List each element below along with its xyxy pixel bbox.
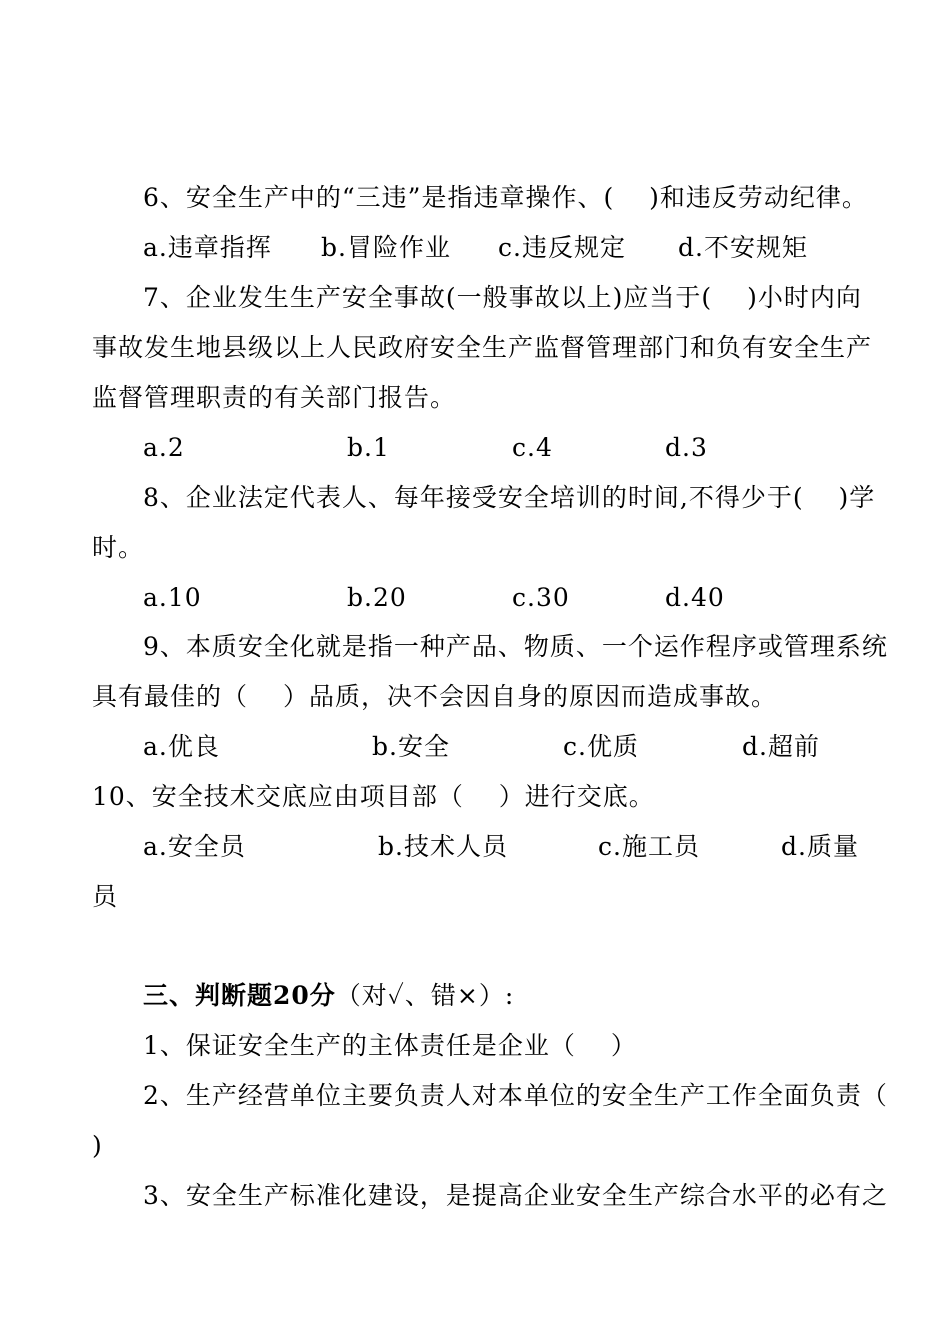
question-9-stem-line-2: 具有最佳的（ ）品质，决不会因自身的原因而造成事故。 [92, 682, 777, 711]
section-3-heading-rest: （对✓、错×）: [335, 981, 515, 1010]
question-9-option-b: b.安全 [372, 732, 450, 761]
question-10-option-d: d.质量 [781, 832, 859, 861]
question-10-option-a: a.安全员 [143, 832, 246, 861]
question-8-option-c: c.30 [512, 583, 570, 612]
section-3-heading-bold: 三、判断题20分 [143, 981, 336, 1010]
question-6-option-b: b.冒险作业 [321, 233, 451, 262]
question-10-option-d-wrap: 员 [92, 882, 119, 911]
question-10-option-c: c.施工员 [598, 832, 700, 861]
question-7-option-b: b.1 [347, 433, 390, 462]
question-8-stem-line-1: 8、企业法定代表人、每年接受安全培训的时间,不得少于( )学 [143, 483, 876, 512]
question-10-stem: 10、安全技术交底应由项目部（ ）进行交底。 [92, 782, 655, 811]
question-7-stem-line-3: 监督管理职责的有关部门报告。 [92, 383, 457, 412]
section-3-heading [143, 981, 514, 1011]
question-7-option-c: c.4 [512, 433, 553, 462]
tf-item-1: 1、保证安全生产的主体责任是企业（ ） [143, 1031, 637, 1060]
question-8-stem-line-2: 时。 [92, 533, 145, 562]
question-8-option-a: a.10 [143, 583, 202, 612]
question-6-option-c: c.违反规定 [498, 233, 626, 262]
question-6-option-d: d.不安规矩 [678, 233, 808, 262]
question-9-option-a: a.优良 [143, 732, 220, 761]
tf-item-2-line-1: 2、生产经营单位主要负责人对本单位的安全生产工作全面负责（ [143, 1081, 888, 1110]
question-9-stem-line-1: 9、本质安全化就是指一种产品、物质、一个运作程序或管理系统 [143, 632, 888, 661]
question-10-option-b: b.技术人员 [378, 832, 508, 861]
question-8-option-b: b.20 [347, 583, 407, 612]
question-8-option-d: d.40 [665, 583, 725, 612]
question-7-option-a: a.2 [143, 433, 185, 462]
question-7-stem-line-2: 事故发生地县级以上人民政府安全生产监督管理部门和负有安全生产 [92, 333, 873, 362]
question-9-option-d: d.超前 [742, 732, 820, 761]
question-7-option-d: d.3 [665, 433, 708, 462]
question-6-stem: 6、安全生产中的“三违”是指违章操作、( )和违反劳动纪律。 [143, 183, 868, 212]
tf-item-2-line-2: ) [92, 1131, 103, 1160]
tf-item-3: 3、安全生产标准化建设，是提高企业安全生产综合水平的必有之 [143, 1181, 888, 1210]
question-7-stem-line-1: 7、企业发生生产安全事故(一般事故以上)应当于( )小时内向 [143, 283, 862, 312]
question-6-option-a: a.违章指挥 [143, 233, 272, 262]
question-9-option-c: c.优质 [563, 732, 639, 761]
